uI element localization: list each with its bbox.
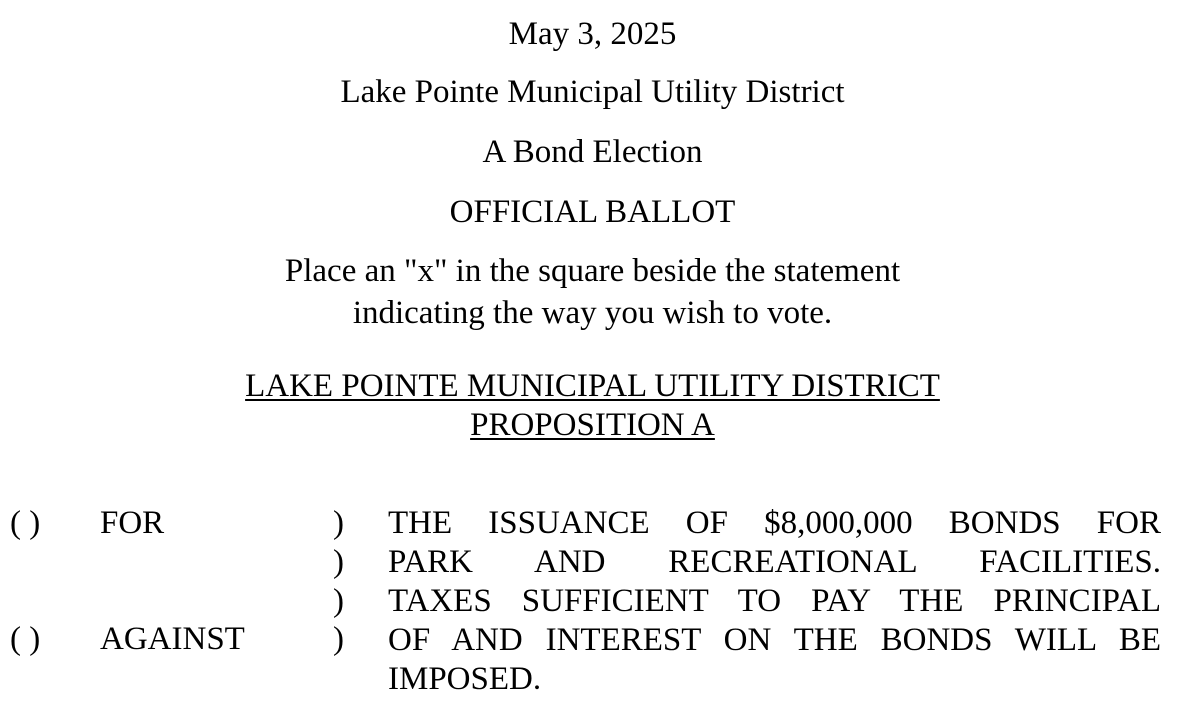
for-option-label: FOR <box>100 505 165 541</box>
district-name: Lake Pointe Municipal Utility District <box>340 74 845 110</box>
proposition-heading-line-1: LAKE POINTE MUNICIPAL UTILITY DISTRICT <box>245 368 940 404</box>
proposition-text-line: PARK AND RECREATIONAL FACILITIES. <box>388 544 1161 580</box>
bracket: ) <box>333 544 344 580</box>
against-option-label: AGAINST <box>100 621 245 657</box>
election-name: A Bond Election <box>482 134 703 170</box>
proposition-text-line: TAXES SUFFICIENT TO PAY THE PRINCIPAL <box>388 583 1161 619</box>
proposition-text-line: THE ISSUANCE OF $8,000,000 BONDS FOR <box>388 505 1161 541</box>
proposition-text-line: OF AND INTEREST ON THE BONDS WILL BE <box>388 622 1161 658</box>
bracket: ) <box>333 505 344 541</box>
proposition-heading <box>0 367 1185 445</box>
instructions-line-1: Place an "x" in the square beside the statement <box>284 253 901 289</box>
bracket: ) <box>333 621 344 657</box>
ballot-date: May 3, 2025 <box>508 16 677 52</box>
proposition-heading-line-2: PROPOSITION A <box>470 407 715 443</box>
ballot-title: OFFICIAL BALLOT <box>449 194 736 230</box>
bracket: ) <box>333 583 344 619</box>
for-vote-box[interactable]: ( ) <box>10 505 41 541</box>
against-vote-box[interactable]: ( ) <box>10 621 41 657</box>
proposition-text-line: IMPOSED. <box>388 661 542 697</box>
instructions-line-2: indicating the way you wish to vote. <box>352 295 833 331</box>
proposition-text <box>388 504 1161 699</box>
